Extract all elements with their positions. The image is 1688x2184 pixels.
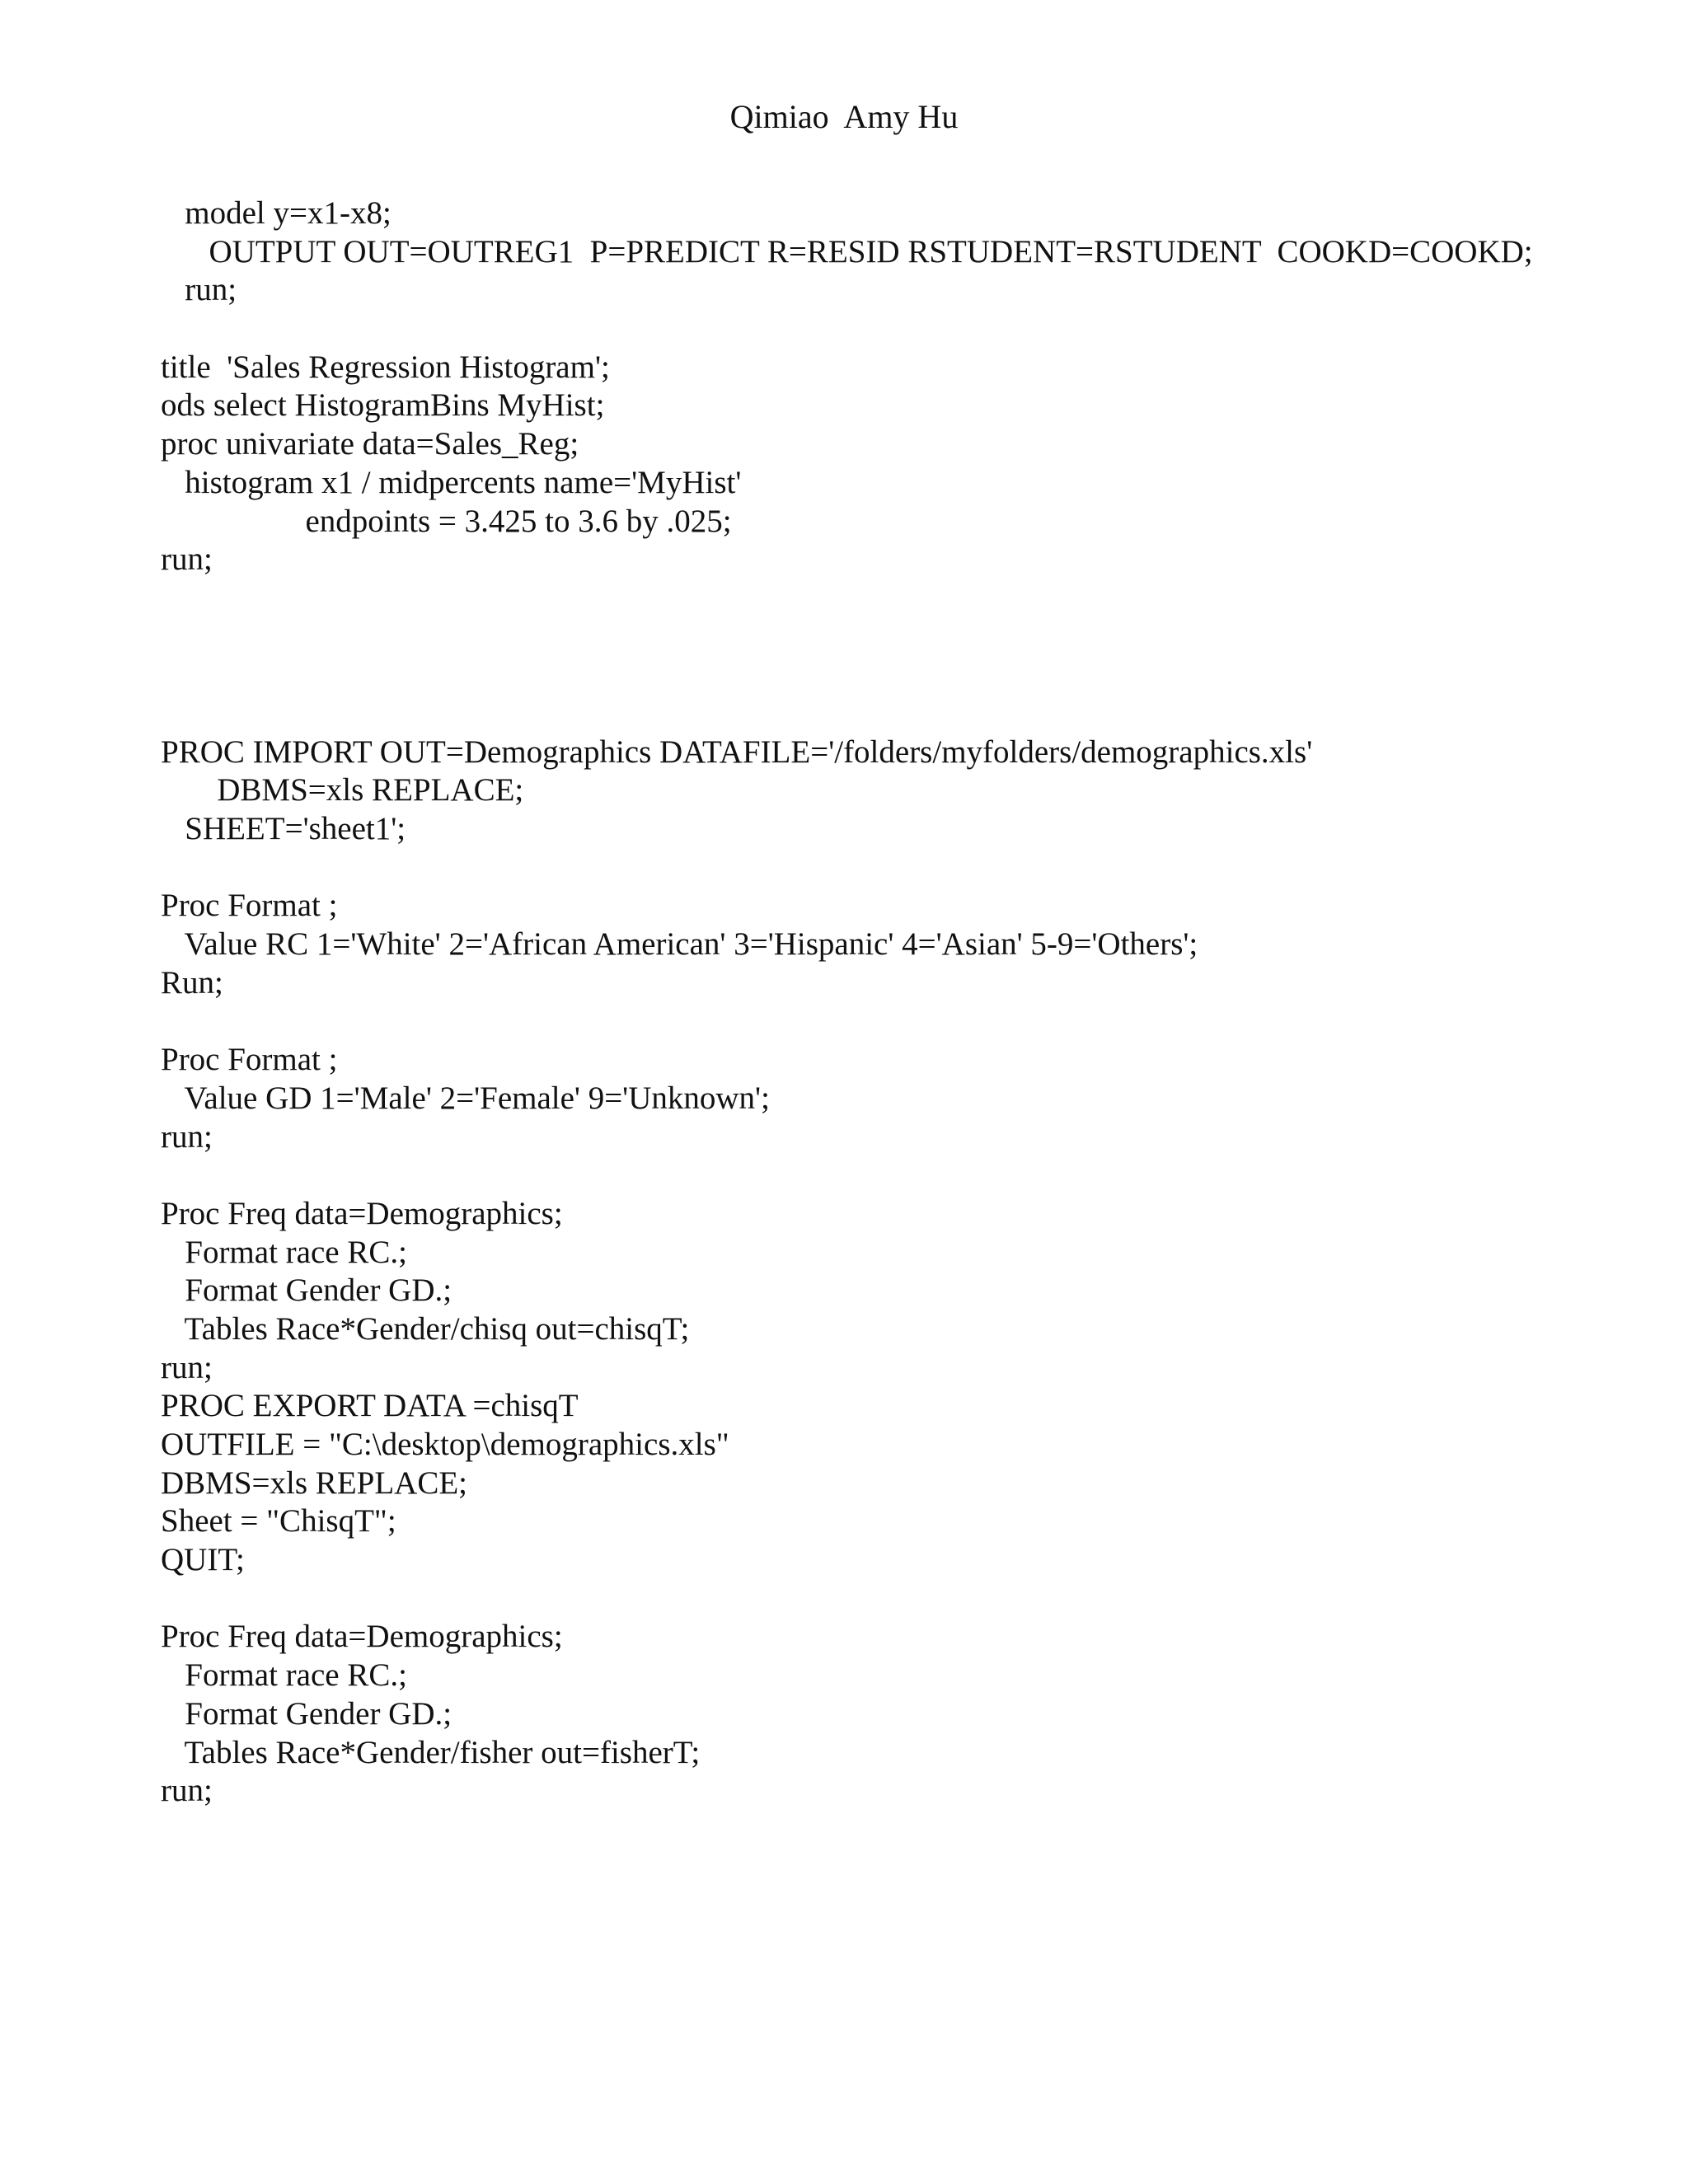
code-line: Format Gender GD.; [161, 1695, 452, 1732]
code-line: model y=x1-x8; [161, 195, 392, 231]
code-line: Value GD 1='Male' 2='Female' 9='Unknown'; [161, 1080, 770, 1116]
blank-line [161, 310, 1644, 349]
code-line: Proc Format ; [161, 1042, 338, 1078]
code-line: Format Gender GD.; [161, 1272, 452, 1309]
code-line: histogram x1 / midpercents name='MyHist' [161, 464, 742, 500]
code-line: Sheet = "ChisqT"; [161, 1503, 396, 1540]
code-line: DBMS=xls REPLACE; [161, 1465, 467, 1501]
code-line: OUTFILE = "C:\desktop\demographics.xls" [161, 1427, 729, 1462]
code-line: Format race RC.; [161, 1657, 407, 1694]
code-line: Proc Freq data=Demographics; [161, 1195, 563, 1231]
code-body [161, 194, 1644, 1811]
code-line: run; [161, 1773, 213, 1809]
code-line: Tables Race*Gender/chisq out=chisqT; [161, 1310, 690, 1347]
page-header-author: Qimiao Amy Hu [729, 98, 959, 135]
code-line: title 'Sales Regression Histogram'; [161, 349, 610, 385]
code-line: ods select HistogramBins MyHist; [161, 387, 605, 424]
code-line: Run; [161, 964, 223, 1001]
code-line: proc univariate data=Sales_Reg; [161, 426, 579, 462]
code-line: run; [161, 541, 213, 578]
blank-line [161, 1002, 1644, 1041]
blank-line [161, 618, 1644, 657]
code-line: endpoints = 3.425 to 3.6 by .025; [161, 503, 732, 539]
code-line: PROC EXPORT DATA =chisqT [161, 1388, 579, 1424]
code-line: DBMS=xls REPLACE; [161, 772, 524, 808]
code-line: Proc Format ; [161, 888, 338, 924]
code-line: Tables Race*Gender/fisher out=fisherT; [161, 1734, 701, 1770]
code-line: run; [161, 1349, 213, 1385]
code-line: run; [161, 272, 237, 308]
blank-line [161, 1580, 1644, 1619]
code-line: Value RC 1='White' 2='African American' 3='Hispanic' 4='Asian' 5-9='Others'; [161, 926, 1198, 963]
blank-line [161, 656, 1644, 695]
code-line: run; [161, 1118, 213, 1155]
code-line: QUIT; [161, 1542, 245, 1578]
code-line: SHEET='sheet1'; [161, 811, 406, 846]
code-line: PROC IMPORT OUT=Demographics DATAFILE='/folders/myfolders/demographics.xls' [161, 733, 1313, 770]
code-line: Proc Freq data=Demographics; [161, 1619, 563, 1655]
blank-line [161, 1156, 1644, 1195]
blank-line [161, 579, 1644, 618]
code-line: OUTPUT OUT=OUTREG1 P=PREDICT R=RESID RSTUDENT=RSTUDENT COOKD=COOKD; [161, 233, 1533, 269]
blank-line [161, 849, 1644, 888]
blank-line [161, 695, 1644, 733]
code-line: Format race RC.; [161, 1234, 407, 1270]
